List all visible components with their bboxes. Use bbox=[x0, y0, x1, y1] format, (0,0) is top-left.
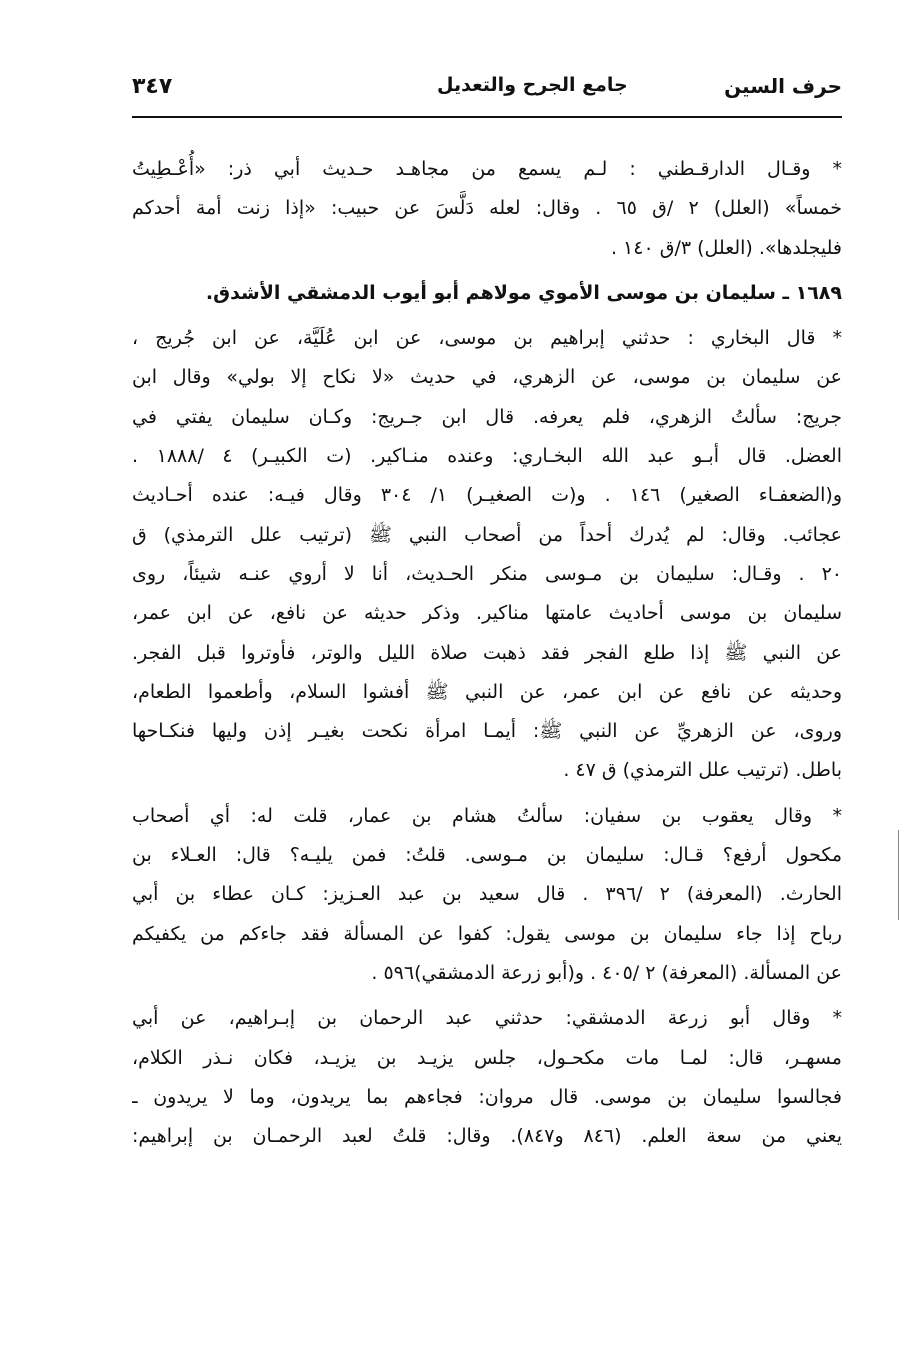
page-body bbox=[132, 150, 842, 1162]
text-line: مسهـر، قال: لمـا مات مكحـول، جلس يزيـد بن يزيـد، فكان نـذر الكلام، bbox=[132, 1046, 842, 1069]
paragraph-daraqutni bbox=[132, 150, 842, 268]
text-line: * وقـال الدارقـطني : لـم يسمع من مجاهـد حـديث أبي ذر: «أُعْـطِيتُ bbox=[132, 158, 842, 180]
text-line: خمساً» (العلل) ٢ /ق ٦٥ . وقال: لعله دَلَّسَ عن حبيب: «إذا زنت أمة أحدكم bbox=[132, 197, 842, 220]
text-line: عن سليمان بن موسى، عن الزهري، في حديث «لا نكاح إلا بولي» وقال ابن bbox=[132, 366, 842, 389]
scan-margin-mark bbox=[898, 830, 899, 920]
text-line: مكحول أرفع؟ قـال: سليمان بن مـوسى. قلتُ: فمن يليـه؟ قال: العـلاء بن bbox=[132, 844, 842, 867]
running-header bbox=[132, 66, 842, 118]
paragraph-yaqub bbox=[132, 797, 842, 993]
text-line: يعني من سعة العلم. (٨٤٦ و٨٤٧). وقال: قلتُ لعبد الرحمـان بن إبراهيم: bbox=[132, 1125, 842, 1148]
text-line: فجالسوا سليمان بن موسى. قال مروان: فجاءهم بما يريدون، وما لا يريدون ـ bbox=[132, 1085, 842, 1108]
text-line: ٢٠ . وقـال: سليمان بن مـوسى منكر الحـديث، أنا لا أروي عنـه شيئاً، روى bbox=[132, 562, 842, 585]
book-title: جامع الجرح والتعديل bbox=[437, 74, 628, 96]
text-line: عن المسألة. (المعرفة) ٢ /٤٠٥ . و(أبو زرعة الدمشقي)٥٩٦ . bbox=[371, 961, 842, 984]
text-line: العضل. قال أبـو عبد الله البخـاري: وعنده منـاكير. (ت الكبيـر) ٤ /١٨٨٨ . bbox=[132, 445, 842, 468]
paragraph-abu-zura bbox=[132, 999, 842, 1156]
entry-heading bbox=[132, 274, 842, 313]
text-line: فليجلدها». (العلل) ٣/ق ١٤٠ . bbox=[610, 236, 842, 259]
text-line: * وقال يعقوب بن سفيان: سألتُ هشام بن عمار، قلت له: أي أصحاب bbox=[132, 804, 842, 827]
chapter-title: حرف السين bbox=[724, 74, 842, 98]
text-line: عجائب. وقال: لم يُدرك أحداً من أصحاب النبي ﷺ (ترتيب علل الترمذي) ق bbox=[132, 523, 842, 546]
paragraph-bukhari bbox=[132, 319, 842, 791]
text-line: * وقال أبو زرعة الدمشقي: حدثني عبد الرحمان بن إبـراهيم، عن أبي bbox=[132, 1007, 842, 1030]
text-line: الحارث. (المعرفة) ٢ /٣٩٦ . قال سعيد بن عبد العـزيز: كـان عطاء بن أبي bbox=[132, 883, 842, 906]
header-rule bbox=[132, 116, 842, 118]
text-line: رباح إذا جاء سليمان بن موسى يقول: كفوا عن المسألة فقد جاءكم من يكفيكم bbox=[132, 922, 842, 945]
text-line: وروى، عن الزهريِّ عن النبي ﷺ: أيمـا امرأة نكحت بغيـر إذن وليها فنكـاحها bbox=[132, 720, 842, 743]
text-line: جريج: سألتُ الزهري، فلم يعرفه. قال ابن جـريج: وكـان سليمان يفتي في bbox=[132, 405, 842, 428]
text-line: سليمان بن موسى أحاديث عامتها مناكير. وذكر حديثه عن نافع، عن ابن عمر، bbox=[132, 602, 842, 625]
text-line: باطل. (ترتيب علل الترمذي) ق ٤٧ . bbox=[563, 759, 842, 782]
text-line: و(الضعفـاء الصغير) ١٤٦ . و(ت الصغيـر) ١/ ٣٠٤ وقال فيـه: عنده أحـاديث bbox=[132, 484, 842, 507]
entry-title: ١٦٨٩ ـ سليمان بن موسى الأموي مولاهم أبو أيوب الدمشقي الأشدق. bbox=[205, 281, 842, 304]
text-line: * قال البخاري : حدثني إبراهيم بن موسى، عن ابن عُلَيَّة، عن ابن جُريج ، bbox=[132, 327, 842, 350]
page-number: ٣٤٧ bbox=[132, 74, 173, 99]
text-line: وحديثه عن نافع عن ابن عمر، عن النبي ﷺ أفشوا السلام، وأطعموا الطعام، bbox=[132, 680, 842, 703]
text-line: عن النبي ﷺ إذا طلع الفجر فقد ذهبت صلاة الليل والوتر، فأوتروا قبل الفجر. bbox=[132, 641, 842, 664]
